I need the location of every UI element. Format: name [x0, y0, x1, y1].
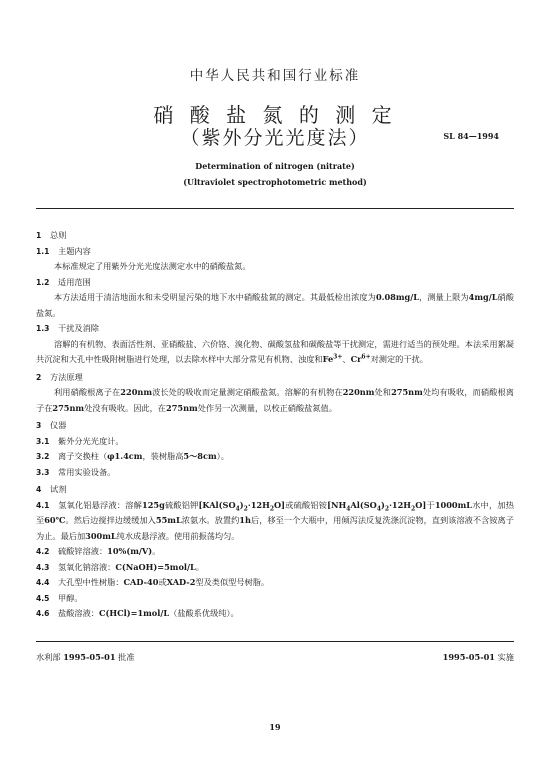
section-number: 4.5 [36, 593, 50, 603]
text-run: 处没有吸收。因此，在 [84, 402, 166, 413]
text-run: 利用硝酸根离子在 [54, 387, 121, 397]
text-run: 硫酸铝钾 [164, 499, 199, 510]
formula: ) [381, 499, 385, 510]
text-run: 波长处的吸收而定量测定硝酸盐氮。溶解的有机物在 [152, 387, 343, 397]
implementation-info [443, 652, 514, 663]
text-run: 盐酸溶液： [58, 608, 99, 618]
section-3-heading [36, 418, 514, 434]
text-run: 浓氨水。放置约 [181, 515, 240, 525]
formula-sub: 4 [235, 505, 240, 513]
formula-sub: 2 [384, 505, 390, 513]
value: 0.08mg/L [375, 292, 420, 302]
formula-sub: 2 [269, 505, 275, 513]
approval-label: 批准 [118, 652, 135, 662]
text-run: 型及类似型号树脂。 [195, 577, 270, 587]
section-number: 4.3 [36, 562, 50, 572]
formula-sub: 4 [346, 505, 351, 513]
item-text: 常用实验设备。 [58, 466, 116, 477]
section-3-1-item [36, 434, 514, 450]
section-number: 1 [36, 231, 42, 240]
footer-divider [36, 641, 514, 642]
text-run: 。然后边搅拌边缓缓加入 [65, 515, 156, 525]
value: 275nm [52, 402, 85, 413]
ion: Cr [350, 354, 362, 364]
section-number: 1.1 [36, 246, 50, 256]
value: 220nm [120, 387, 153, 397]
section-number: 3 [36, 421, 42, 430]
section-title: 主题内容 [58, 245, 91, 256]
formula-sub: 2 [243, 505, 248, 513]
section-1-2-text [36, 290, 514, 321]
section-number: 4.1 [36, 500, 50, 510]
section-number: 2 [36, 372, 42, 382]
value: CAD-40 [123, 577, 159, 587]
section-1-1-heading [36, 244, 514, 260]
document-subtitle: （紫外分光光度法） [180, 127, 370, 149]
value: 55mL [155, 515, 182, 525]
section-number: 3.3 [36, 467, 50, 477]
implementation-date: 1995-05-01 [442, 652, 495, 662]
value: 4mg/L [468, 292, 498, 302]
standard-category: 中华人民共和国行业标准 [189, 68, 361, 84]
section-3-2-item [36, 449, 514, 465]
text-run: 硝酸盐氮。 [36, 292, 514, 318]
value: 275nm [391, 387, 423, 397]
formula: Al(SO [350, 499, 377, 510]
approval-info [36, 652, 135, 663]
section-title: 干扰及消除 [58, 323, 99, 333]
section-number: 3.1 [36, 436, 50, 446]
formula: O] [415, 499, 427, 510]
value: 60℃ [44, 515, 66, 525]
section-number: 1.3 [36, 324, 50, 333]
section-2-heading [36, 370, 514, 386]
ion: Fe [322, 354, 334, 364]
section-4-1-item [36, 498, 514, 545]
section-4-2-item [36, 544, 514, 560]
text-run: 溶解的有机物、表面活性剂、亚硝酸盐、六价铬、溴化物、碳酸氢盐和碳酸盐等干扰测定，需进行适当的预处理。本法采用絮凝共沉淀和大孔中性吸附树脂进行处理，以去除水样中大部分常见有机物、浊度和 [36, 338, 514, 364]
formula: ·12H [389, 499, 412, 510]
section-title: 适用范围 [58, 276, 91, 287]
text-run: 或 [158, 577, 167, 587]
english-title: Determination of nitrogen (nitrate) [195, 161, 355, 171]
formula: [NH [327, 499, 347, 510]
implementation-label: 实施 [497, 652, 514, 662]
text-run: 、 [342, 354, 351, 364]
text-run: 纯水成悬浮液。使用前振荡均匀。 [116, 530, 240, 541]
section-2-text [36, 385, 514, 416]
text-run: 于 [426, 499, 435, 510]
text-run: 对测定的干扰。 [370, 354, 428, 364]
text-run: 氢氧化钠溶液： [58, 561, 116, 572]
text-run: 大孔型中性树脂： [58, 577, 124, 587]
section-title: 方法原理 [50, 371, 83, 382]
text-run: 。 [152, 546, 161, 556]
section-number: 4.2 [36, 547, 50, 556]
section-1-3-heading [36, 321, 514, 337]
section-4-4-item [36, 575, 514, 591]
text-run: 。 [195, 561, 204, 572]
section-number: 1.2 [36, 277, 50, 287]
value: 220nm [342, 387, 375, 397]
text-run: ）。 [216, 451, 229, 461]
section-number: 3.2 [36, 452, 50, 461]
value: 1h [239, 515, 251, 525]
value: 300mL [85, 530, 117, 541]
value: 5～8cm [183, 451, 217, 461]
section-3-3-item [36, 465, 514, 481]
formula: ) [239, 499, 244, 510]
section-4-5-item [36, 591, 514, 607]
header-divider [36, 208, 514, 209]
section-1-1-text: 本标准规定了用紫外分光光度法测定水中的硝酸盐氮。 [54, 261, 251, 271]
section-title: 总则 [50, 230, 67, 240]
text-run: 或硫酸铝铵 [285, 499, 328, 510]
section-number: 4.4 [36, 578, 50, 587]
ion-charge: 3+ [333, 353, 343, 361]
approval-date: 1995-05-01 [63, 652, 116, 662]
text-run: 离子交换柱（ [58, 451, 108, 461]
item-text: 甲醇。 [58, 592, 83, 603]
text-run: 后，移至一个大瓶中，用倾泻法反复洗涤沉淀物，直到该溶液不含铵离子为止。最后加 [36, 515, 514, 541]
section-number: 4.6 [36, 609, 50, 618]
formula-sub: 2 [411, 505, 416, 513]
text-run: 水中，加热至 [36, 499, 514, 525]
section-1-heading [36, 228, 514, 244]
section-title: 仪器 [50, 420, 67, 430]
ion-charge: 6+ [361, 353, 371, 361]
approver: 水利部 [36, 652, 61, 662]
document-title: 硝 酸 盐 氮 的 测 定 [153, 103, 397, 127]
section-number: 4 [36, 485, 42, 494]
value: 10%(m/V) [107, 546, 153, 556]
value: C(NaOH)=5mol/L [115, 561, 196, 572]
text-run: 处和 [374, 387, 392, 397]
text-run: 处均有吸收，而硝酸根离子在 [36, 387, 514, 413]
value: 125g [142, 499, 165, 510]
formula: O] [274, 499, 286, 510]
section-4-6-item [36, 606, 514, 622]
item-text: 紫外分光光度计。 [58, 435, 124, 446]
value: 1000mL [434, 499, 473, 510]
value: 275nm [166, 402, 198, 413]
page-number: 19 [269, 722, 281, 732]
formula-sub: 4 [376, 505, 381, 513]
text-run: 处作另一次测量，以校正硝酸盐氮值。 [197, 402, 337, 413]
section-title: 试剂 [50, 484, 67, 494]
text-run: ，装树脂高 [142, 451, 184, 461]
text-run: （盐酸系优级纯）。 [169, 608, 239, 618]
standard-code: SL 84—1994 [443, 131, 499, 141]
text-run: 本方法适用于清洁地面水和未受明显污染的地下水中硝酸盐氮的测定。其最低检出浓度为 [54, 292, 376, 302]
formula: ·12H [247, 499, 270, 510]
value: XAD-2 [166, 577, 196, 587]
section-1-2-heading [36, 275, 514, 291]
value: φ1.4cm [107, 451, 143, 461]
section-4-3-item [36, 560, 514, 576]
section-4-heading [36, 482, 514, 498]
document-body [36, 226, 514, 622]
text-run: 氢氧化铝悬浮液：溶解 [58, 499, 142, 510]
formula: [KAl(SO [198, 499, 236, 510]
text-run: 硫酸锌溶液： [58, 546, 108, 556]
section-1-3-text [36, 337, 514, 368]
text-run: ，测量上限为 [419, 292, 469, 302]
english-subtitle: (Ultraviolet spectrophotometric method) [183, 177, 367, 187]
value: C(HCl)=1mol/L [98, 608, 170, 618]
